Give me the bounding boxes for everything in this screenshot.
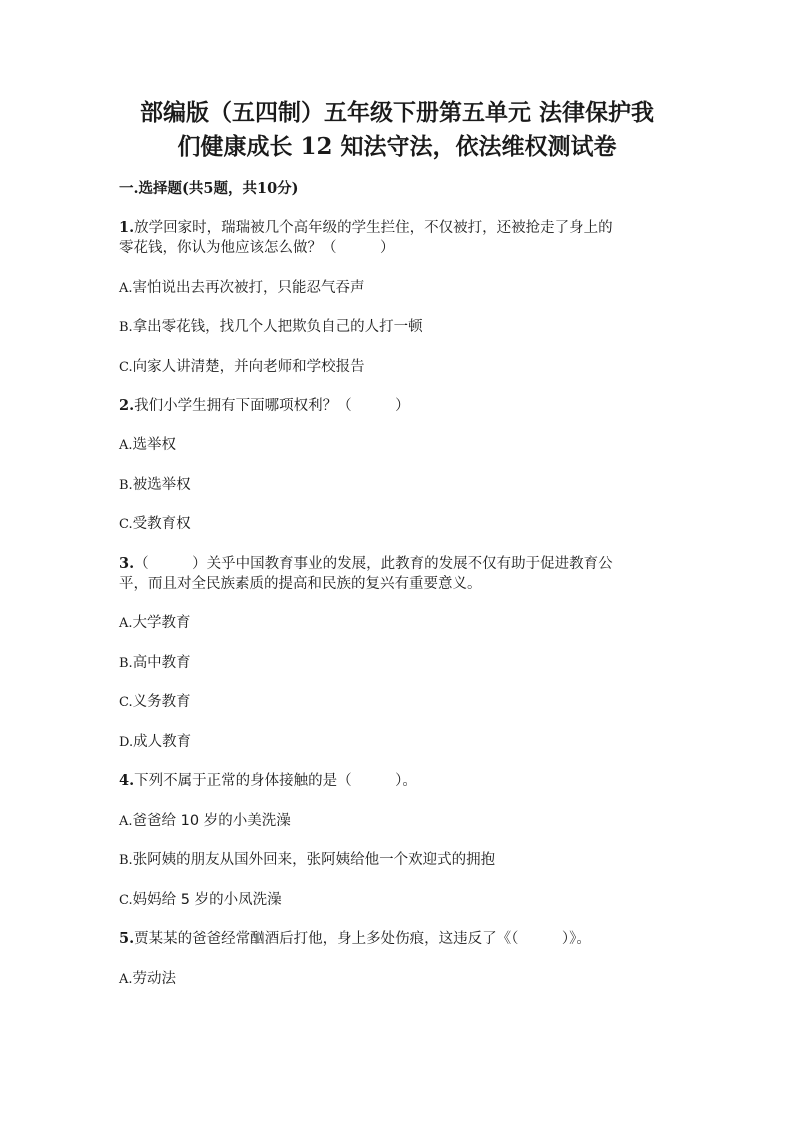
question-3-line-1 — [119, 554, 613, 574]
document-title — [100, 96, 694, 164]
question-5 — [119, 929, 591, 949]
question-2-option-c — [119, 514, 191, 535]
question-4-option-c — [119, 890, 282, 911]
option-letter: C. — [119, 695, 133, 710]
question-1-line-1 — [119, 218, 613, 238]
option-text: 张阿姨的朋友从国外回来，张阿姨给他一个欢迎式的拥抱 — [132, 852, 496, 868]
option-letter: B. — [119, 853, 133, 868]
option-text: 受教育权 — [132, 516, 191, 532]
question-1-option-a — [119, 278, 365, 299]
option-letter: B. — [119, 320, 133, 335]
option-text: 拿出零花钱，找几个人把欺负自己的人打一顿 — [132, 319, 423, 335]
option-letter: B. — [119, 478, 133, 493]
option-text: 大学教育 — [132, 615, 191, 631]
question-text: 我们小学生拥有下面哪项权利？（ ） — [134, 398, 410, 414]
option-text: 害怕说出去再次被打，只能忍气吞声 — [132, 280, 365, 296]
question-number: 5. — [119, 930, 135, 947]
question-4-option-a — [119, 811, 291, 832]
question-2 — [119, 396, 410, 416]
option-text: 向家人讲清楚，并向老师和学校报告 — [132, 359, 365, 375]
question-3-option-c — [119, 692, 191, 713]
question-3-option-d — [119, 732, 191, 753]
option-letter: A. — [119, 972, 133, 987]
question-4 — [119, 771, 417, 791]
question-2-line-1 — [119, 396, 410, 416]
option-letter: C. — [119, 360, 133, 375]
question-number: 4. — [119, 772, 135, 789]
option-letter: B. — [119, 656, 133, 671]
option-text: 高中教育 — [132, 655, 191, 671]
question-text: 放学回家时，瑞瑞被几个高年级的学生拦住，不仅被打，还被抢走了身上的 — [134, 220, 613, 236]
option-letter: A. — [119, 438, 133, 453]
question-1-option-b — [119, 317, 423, 338]
question-1 — [119, 218, 613, 258]
option-text: 劳动法 — [132, 971, 177, 987]
title-line-1: 部编版（五四制）五年级下册第五单元 法律保护我 — [139, 99, 654, 126]
question-4-line-1 — [119, 771, 417, 791]
question-2-option-b — [119, 475, 191, 496]
question-4-option-b — [119, 850, 495, 871]
option-text: 义务教育 — [132, 694, 191, 710]
title-line-2: 们健康成长 12 知法守法，依法维权测试卷 — [177, 133, 617, 160]
question-5-option-a — [119, 969, 176, 990]
section-heading: 一.选择题(共5题，共10分) — [119, 180, 299, 197]
option-letter: C. — [119, 893, 133, 908]
question-text: 下列不属于正常的身体接触的是（ ）。 — [134, 773, 417, 789]
question-1-option-c — [119, 357, 365, 378]
option-text: 成人教育 — [133, 734, 192, 750]
question-5-line-1 — [119, 929, 591, 949]
question-1-line-2: 零花钱，你认为他应该怎么做？（ ） — [119, 240, 395, 256]
option-letter: D. — [119, 735, 134, 750]
option-text: 被选举权 — [132, 477, 191, 493]
option-letter: A. — [119, 281, 133, 296]
option-text: 妈妈给 5 岁的小凤洗澡 — [132, 892, 282, 908]
question-3 — [119, 554, 613, 594]
question-text: （ ）关乎中国教育事业的发展，此教育的发展不仅有助于促进教育公 — [134, 556, 613, 572]
option-text: 爸爸给 10 岁的小美洗澡 — [132, 813, 291, 829]
question-number: 3. — [119, 555, 135, 572]
option-letter: A. — [119, 616, 133, 631]
question-3-option-a — [119, 613, 191, 634]
question-2-option-a — [119, 435, 176, 456]
option-letter: A. — [119, 814, 133, 829]
question-text: 贾某某的爸爸经常酗酒后打他，身上多处伤痕，这违反了《（ ）》。 — [134, 931, 591, 947]
option-text: 选举权 — [132, 437, 177, 453]
question-3-line-2: 平，而且对全民族素质的提高和民族的复兴有重要意义。 — [119, 576, 482, 592]
question-number: 1. — [119, 219, 135, 236]
option-letter: C. — [119, 517, 133, 532]
question-3-option-b — [119, 653, 191, 674]
question-number: 2. — [119, 397, 135, 414]
